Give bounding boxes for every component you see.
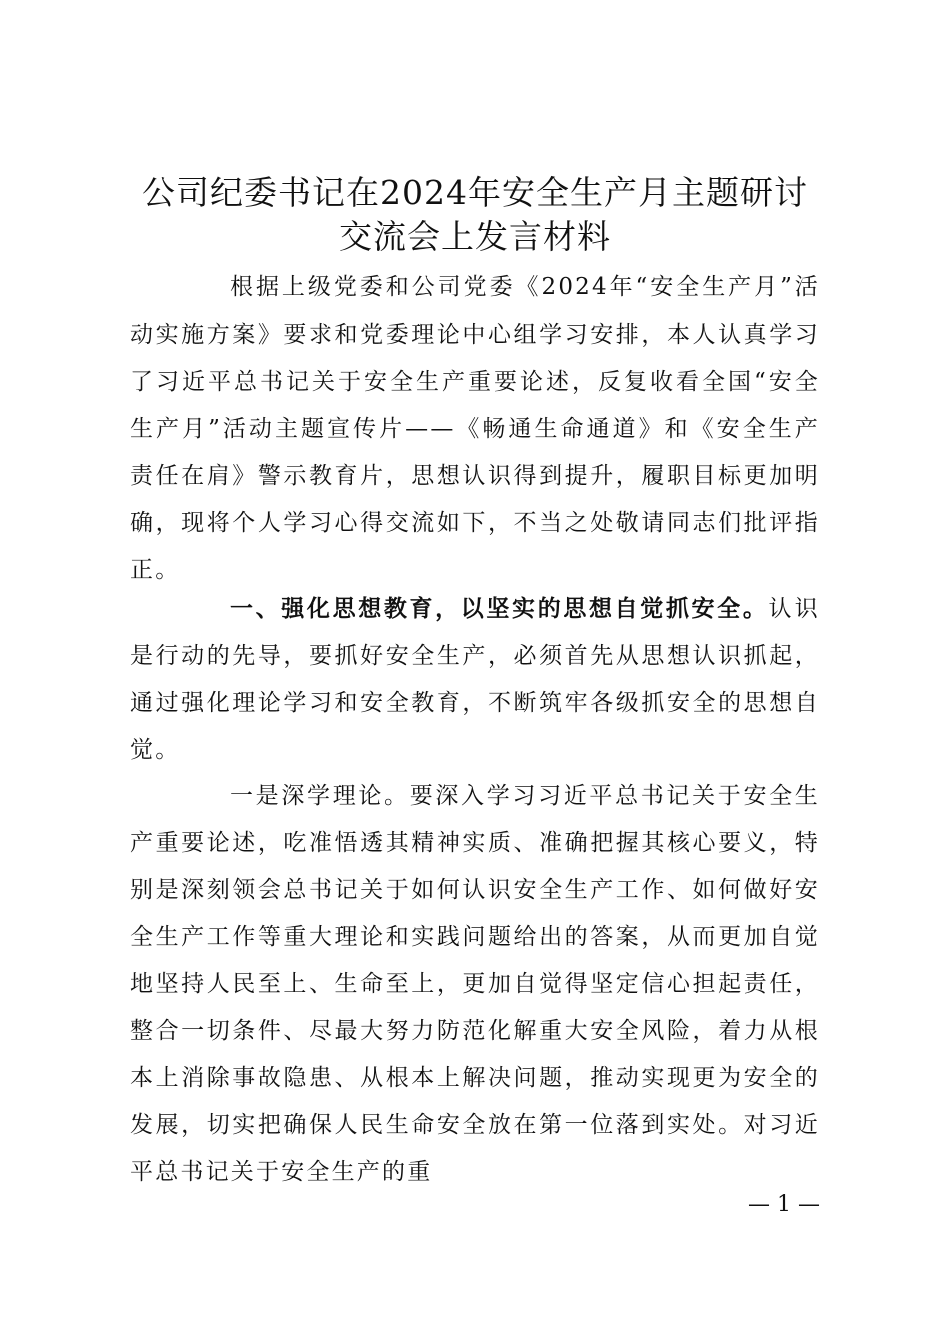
- section-1-line-3: 通过强化理论学习和安全教育，不断筑牢各级抓安全的思想自: [130, 690, 820, 716]
- paragraph-1-line-5: 责任在肩》警示教育片，思想认识得到提升，履职目标更加明: [130, 463, 820, 489]
- paragraph-1-line-2: 动实施方案》要求和党委理论中心组学习安排，本人认真学习: [130, 322, 820, 348]
- paragraph-1-line-6: 确，现将个人学习心得交流如下，不当之处敬请同志们批评指: [130, 510, 820, 536]
- section-1-first-line-tail: 认识: [768, 596, 820, 622]
- page-number: — 1 —: [748, 1192, 820, 1217]
- paragraph-3-line-2: 产重要论述，吃准悟透其精神实质、准确把握其核心要义，特: [130, 830, 820, 856]
- paragraph-3-line-7: 本上消除事故隐患、从根本上解决问题，推动实现更为安全的: [130, 1065, 820, 1091]
- paragraph-1-line-3: 了习近平总书记关于安全生产重要论述，反复收看全国“安全: [130, 369, 820, 395]
- paragraph-3-line-4: 全生产工作等重大理论和实践问题给出的答案，从而更加自觉: [130, 924, 820, 950]
- paragraph-3-line-5: 地坚持人民至上、生命至上，更加自觉得坚定信心担起责任，: [130, 971, 820, 997]
- paragraph-3-line-9: 平总书记关于安全生产的重: [130, 1159, 433, 1185]
- paragraph-1-line-7: 正。: [130, 557, 181, 583]
- paragraph-3-line-8: 发展，切实把确保人民生命安全放在第一位落到实处。对习近: [130, 1112, 820, 1138]
- section-1-first-line: [130, 592, 820, 626]
- section-1-line-2: 是行动的先导，要抓好安全生产，必须首先从思想认识抓起，: [130, 643, 820, 669]
- paragraph-3-line-3: 别是深刻领会总书记关于如何认识安全生产工作、如何做好安: [130, 877, 820, 903]
- paragraph-1-line-4: 生产月”活动主题宣传片——《畅通生命通道》和《安全生产: [130, 416, 820, 442]
- section-1-line-4: 觉。: [130, 737, 181, 763]
- section-1-heading: 一、强化思想教育，以坚实的思想自觉抓安全。: [230, 596, 769, 622]
- paragraph-3-line-1: 一是深学理论。要深入学习习近平总书记关于安全生: [230, 783, 820, 809]
- paragraph-3-line-6: 整合一切条件、尽最大努力防范化解重大安全风险，着力从根: [130, 1018, 820, 1044]
- document-title-line-1: 公司纪委书记在2024年安全生产月主题研讨: [142, 173, 808, 212]
- paragraph-1-line-1: 根据上级党委和公司党委《2024年“安全生产月”活: [230, 274, 820, 300]
- document-title-line-2: 交流会上发言材料: [339, 217, 611, 256]
